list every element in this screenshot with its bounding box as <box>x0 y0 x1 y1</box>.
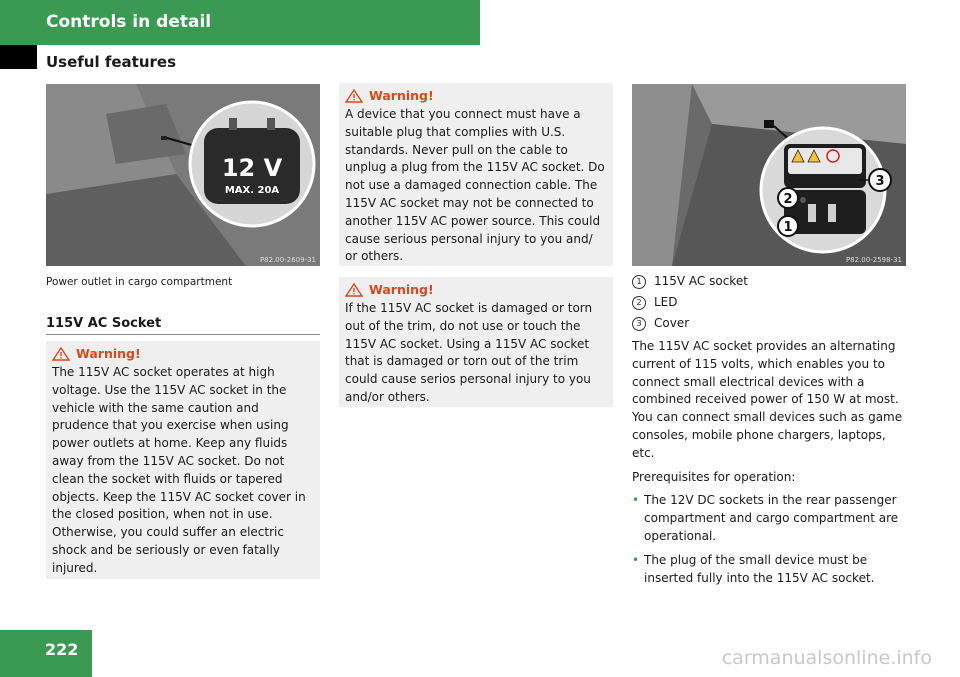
legend-number: 2 <box>632 296 646 310</box>
warning-title: Warning! <box>76 346 141 361</box>
callout-2: 2 <box>783 192 793 207</box>
legend-label: Cover <box>654 315 690 330</box>
legend-number: 1 <box>632 275 646 289</box>
warning-triangle-icon <box>345 283 363 297</box>
warning-text: If the 115V AC socket is damaged or torn out of the trim, do not use or touch the 115V AC socket. Using a 115V AC socket that is damaged or torn out of the trim could cause serios personal injury to you and/or others. <box>345 301 593 404</box>
legend-item <box>632 292 908 313</box>
photo-code: P82.00-2609-31 <box>259 256 316 264</box>
prerequisite-text: The plug of the small device must be inserted fully into the 115V AC socket. <box>644 552 875 585</box>
photo-code: P82.00-2598-31 <box>845 256 902 264</box>
section-marker <box>0 45 37 69</box>
prerequisite-text: The 12V DC sockets in the rear passenger compartment and cargo compartment are operational. <box>644 493 899 543</box>
prerequisite-item <box>632 492 908 545</box>
page-number-tab <box>0 630 92 677</box>
warning-triangle-icon <box>345 89 363 103</box>
warning-text: The 115V AC socket operates at high voltage. Use the 115V AC socket in the vehicle with the same caution and prudence that you exercise when using power outlets at home. Keep any fluids away from the 115V AC socket. Do not clean the socket with fluids or tapered objects. Keep the 115V AC socket cover in the closed position, when not in use. Otherwise, you could suffer an electric shock and be seriously or even fatally injured. <box>52 365 306 575</box>
legend-label: LED <box>654 294 678 309</box>
photo-caption: Power outlet in cargo compartment <box>46 276 233 288</box>
bullet-icon: • <box>632 493 640 508</box>
description-paragraph: The 115V AC socket provides an alternating current of 115 volts, which enables you to connect small electrical devices with a combined received power of 150 W at most. You can connect small devices such as game consoles, mobile phone chargers, laptops, etc. <box>632 339 903 460</box>
section-title: Useful features <box>46 53 177 71</box>
chapter-title: Controls in detail <box>46 12 212 32</box>
right-column-text <box>632 271 908 593</box>
cargo-outlet-photo <box>46 84 320 266</box>
legend-label: 115V AC socket <box>654 273 748 288</box>
cargo-outlet-illustration <box>46 84 320 266</box>
subheading: 115V AC Socket <box>46 316 320 335</box>
watermark: carmanualsonline.info <box>721 647 932 669</box>
socket-detail-illustration <box>632 84 906 266</box>
page-number: 222 <box>45 640 79 659</box>
socket-detail-photo <box>632 84 906 266</box>
warning-triangle-icon <box>52 347 70 361</box>
prerequisites-title: Prerequisites for operation: <box>632 469 796 484</box>
warning-box-3 <box>339 277 613 407</box>
warning-title: Warning! <box>369 282 434 297</box>
warning-title: Warning! <box>369 88 434 103</box>
bullet-icon: • <box>632 552 640 567</box>
warning-text: A device that you connect must have a suitable plug that complies with U.S. standards. Never pull on the cable to unplug a plug from the 115V AC socket. Do not use a damaged connection cable. The 115V AC socket may not be connected to another 115V AC power source. This could cause serious personal injury to you and/ or others. <box>345 107 605 264</box>
callout-3: 3 <box>875 174 885 189</box>
callout-1: 1 <box>783 220 793 235</box>
legend-number: 3 <box>632 317 646 331</box>
warning-box-2 <box>339 83 613 266</box>
legend-item <box>632 313 908 334</box>
legend-item <box>632 271 908 292</box>
chapter-header <box>0 0 480 45</box>
badge-voltage: 12 V <box>221 154 283 182</box>
prerequisite-item <box>632 552 908 588</box>
badge-amperage: MAX. 20A <box>224 185 280 196</box>
warning-box-1 <box>46 341 320 579</box>
